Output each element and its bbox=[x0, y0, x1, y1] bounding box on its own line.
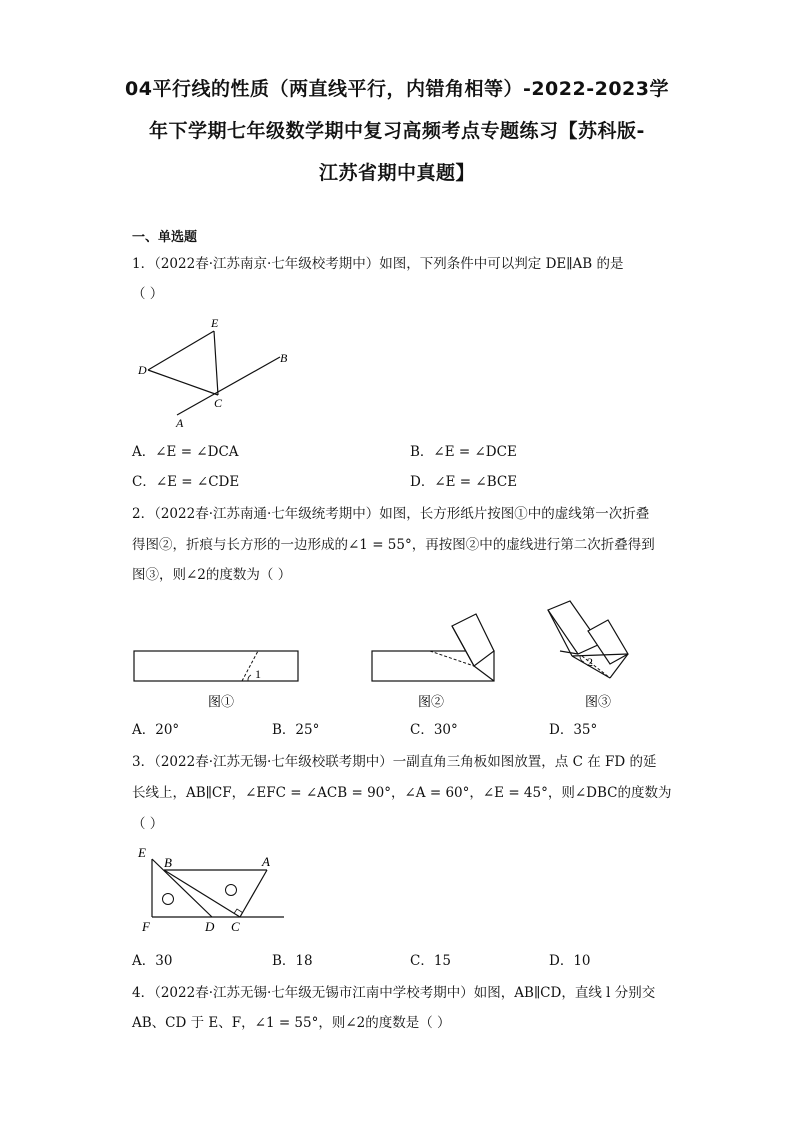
q3-option-c: C．15 bbox=[410, 953, 452, 969]
q3-option-a: A．30 bbox=[132, 953, 173, 969]
q1-option-d: D．∠E = ∠BCE bbox=[410, 474, 518, 490]
q2-angle-1: 1 bbox=[255, 667, 261, 681]
q1-option-b: B．∠E = ∠DCE bbox=[410, 444, 517, 460]
q3-figure bbox=[134, 843, 294, 935]
q2-fig1-caption: 图① bbox=[208, 694, 235, 709]
q2-option-a: A．20° bbox=[132, 722, 180, 738]
title-line-2: 年下学期七年级数学期中复习高频考点专题练习【苏科版- bbox=[149, 120, 645, 142]
q3-hole-left bbox=[163, 894, 174, 905]
q3-label-d: D bbox=[205, 919, 215, 934]
q3-label-b: B bbox=[164, 855, 172, 870]
title-line-1: 04平行线的性质（两直线平行，内错角相等）-2022-2023学 bbox=[125, 78, 669, 100]
q2-option-c: C．30° bbox=[410, 722, 458, 738]
q1-stem-line-1: 1．（2022春·江苏南京·七年级校考期中）如图，下列条件中可以判定 DE∥AB 的是 bbox=[132, 256, 624, 272]
q2-stem-line-2: 得图②，折痕与长方形的一边形成的∠1 = 55°，再按图②中的虚线进行第二次折叠得到 bbox=[132, 537, 655, 553]
q3-hole-right bbox=[226, 885, 237, 896]
section-heading: 一、单选题 bbox=[132, 230, 198, 245]
q1-figure bbox=[130, 315, 310, 435]
document-title bbox=[100, 68, 694, 194]
q3-label-f: F bbox=[142, 919, 150, 934]
q1-stem-line-2: （ ） bbox=[132, 286, 164, 302]
q3-option-d: D．10 bbox=[549, 953, 591, 969]
q3-label-e: E bbox=[138, 845, 146, 860]
q3-stem-line-3: （ ） bbox=[132, 816, 164, 832]
q1-segment-ec bbox=[214, 331, 218, 395]
q1-label-d: D bbox=[138, 363, 147, 377]
q2-stem-line-1: 2．（2022春·江苏南通·七年级统考期中）如图，长方形纸片按图①中的虚线第一次折叠 bbox=[132, 506, 650, 522]
q2-figures bbox=[130, 596, 650, 714]
q3-segment-ac bbox=[240, 870, 267, 917]
q2-angle-2: 2 bbox=[587, 655, 593, 669]
q1-label-c: C bbox=[214, 396, 223, 410]
q3-stem-line-1: 3．（2022春·江苏无锡·七年级校联考期中）一副直角三角板如图放置，点 C 在 FD 的延 bbox=[132, 754, 657, 770]
q2-option-b: B．25° bbox=[272, 722, 320, 738]
q1-option-c: C．∠E = ∠CDE bbox=[132, 474, 240, 490]
q2-fig2-caption: 图② bbox=[418, 694, 445, 709]
q2-fig3-outer-flap bbox=[548, 601, 600, 654]
q3-segment-ed bbox=[152, 859, 212, 917]
q1-option-a: A．∠E = ∠DCA bbox=[132, 444, 239, 460]
q4-stem-line-1: 4．（2022春·江苏无锡·七年级无锡市江南中学校考期中）如图，AB∥CD，直线 l 分别交 bbox=[132, 985, 656, 1001]
q1-label-e: E bbox=[211, 316, 219, 330]
q1-label-b: B bbox=[280, 351, 288, 365]
q3-stem-line-2: 长线上，AB∥CF，∠EFC = ∠ACB = 90°，∠A = 60°，∠E = 45°，则∠DBC的度数为 bbox=[132, 785, 672, 801]
q2-fig3-caption: 图③ bbox=[585, 694, 612, 709]
title-line-3: 江苏省期中真题】 bbox=[318, 162, 475, 184]
q3-label-a: A bbox=[262, 854, 270, 869]
q2-option-d: D．35° bbox=[549, 722, 598, 738]
q2-fig2-folded-flap bbox=[452, 614, 494, 666]
q4-stem-line-2: AB、CD 于 E、F，∠1 = 55°，则∠2的度数是（ ） bbox=[132, 1015, 451, 1031]
q3-option-b: B．18 bbox=[272, 953, 313, 969]
q2-fig1-strip bbox=[134, 651, 298, 681]
q2-stem-line-3: 图③，则∠2的度数为（ ） bbox=[132, 567, 292, 583]
q1-segment-de bbox=[148, 331, 214, 370]
q1-label-a: A bbox=[176, 416, 184, 430]
q3-label-c: C bbox=[231, 919, 240, 934]
q1-segment-dc bbox=[148, 370, 218, 395]
q3-segment-bc bbox=[164, 870, 240, 917]
